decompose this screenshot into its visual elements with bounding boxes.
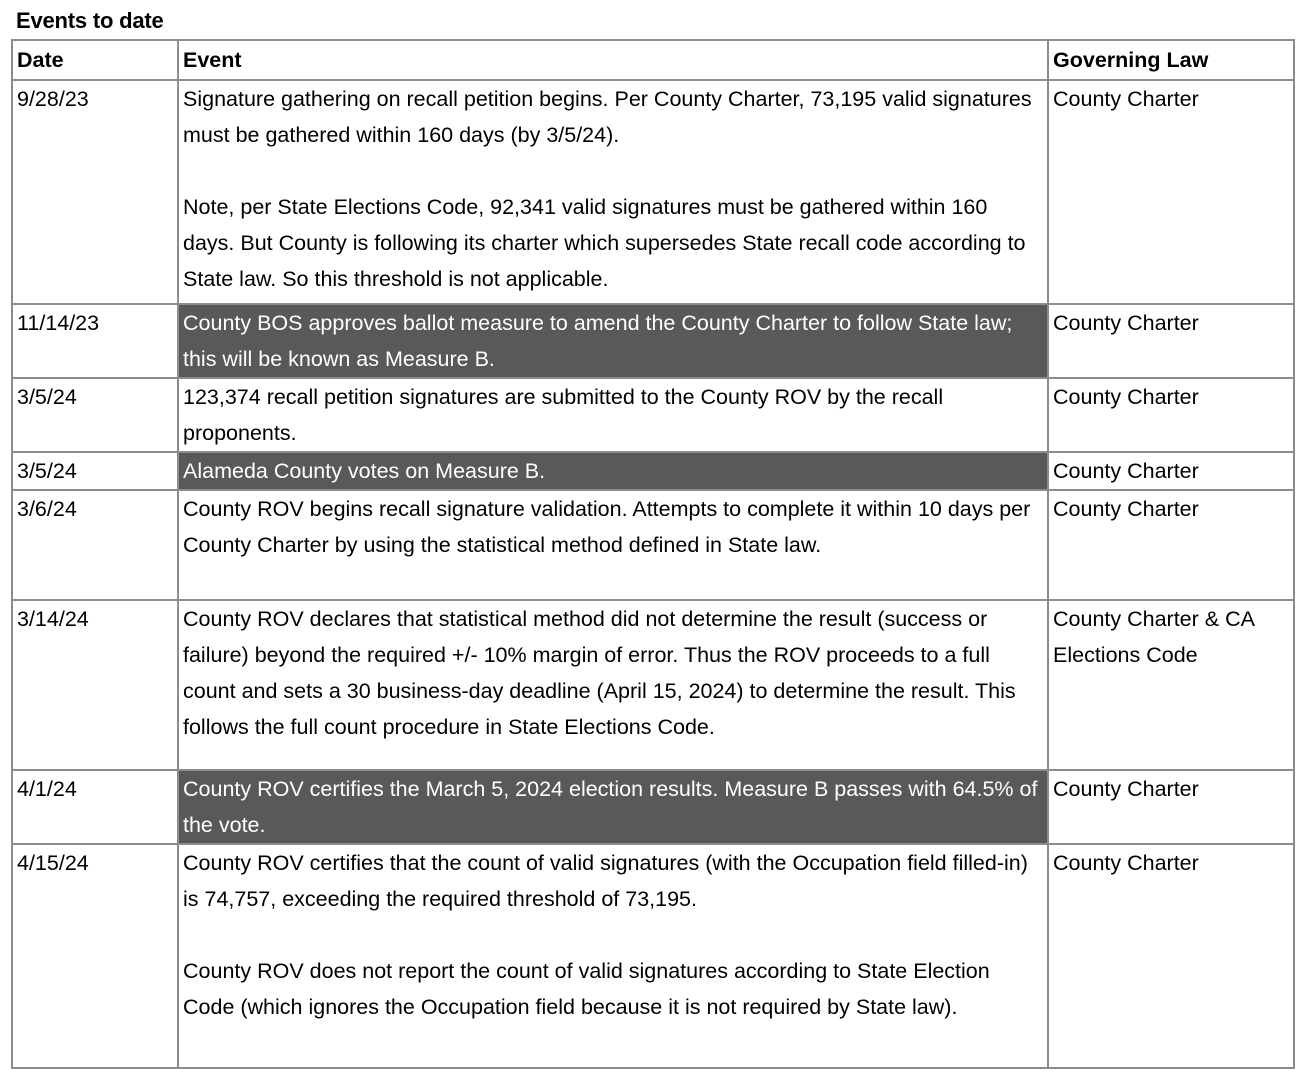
event-paragraph: Note, per State Elections Code, 92,341 valid signatures must be gathered within 160 days. But County is following its charter which supersedes State recall code according to State law. So this threshold is not applicable. [183, 195, 1026, 291]
date-cell: 11/14/23 [12, 304, 178, 378]
event-cell [178, 770, 1048, 844]
governing-law-cell: County Charter [1048, 80, 1294, 304]
governing-law-cell: County Charter [1048, 490, 1294, 600]
table-row [12, 378, 1294, 452]
event-paragraph: Signature gathering on recall petition begins. Per County Charter, 73,195 valid signatures must be gathered within 160 days (by 3/5/24). [183, 87, 1032, 147]
governing-law-cell: County Charter [1048, 378, 1294, 452]
event-cell [178, 600, 1048, 770]
event-cell [178, 452, 1048, 490]
table-caption: Events to date [16, 8, 164, 33]
table-row [12, 770, 1294, 844]
date-cell: 4/15/24 [12, 844, 178, 1068]
event-cell [178, 490, 1048, 600]
governing-law-cell: County Charter [1048, 452, 1294, 490]
governing-law-cell: County Charter [1048, 770, 1294, 844]
event-paragraph: County ROV certifies the March 5, 2024 election results. Measure B passes with 64.5% of the vote. [183, 777, 1038, 837]
event-cell [178, 304, 1048, 378]
table-row [12, 600, 1294, 770]
event-cell [178, 844, 1048, 1068]
governing-law-column-header: Governing Law [1048, 40, 1294, 80]
event-paragraph: County ROV certifies that the count of valid signatures (with the Occupation field filled-in) is 74,757, exceeding the required threshold of 73,195. [183, 851, 1028, 911]
event-paragraph: Alameda County votes on Measure B. [183, 459, 546, 483]
date-column-header: Date [12, 40, 178, 80]
header-row [12, 40, 1294, 80]
governing-law-cell: County Charter [1048, 304, 1294, 378]
events-table [11, 39, 1295, 1069]
table-row [12, 304, 1294, 378]
date-cell: 3/5/24 [12, 452, 178, 490]
event-paragraph: County ROV does not report the count of valid signatures according to State Election Code (which ignores the Occupation field because it is not required by State law). [183, 959, 990, 1019]
event-column-header: Event [178, 40, 1048, 80]
event-cell [178, 80, 1048, 304]
table-row [12, 452, 1294, 490]
date-cell: 9/28/23 [12, 80, 178, 304]
table-row [12, 80, 1294, 304]
date-cell: 4/1/24 [12, 770, 178, 844]
table-row [12, 490, 1294, 600]
event-paragraph: County ROV begins recall signature validation. Attempts to complete it within 10 days per County Charter by using the statistical method defined in State law. [183, 497, 1031, 557]
event-paragraph: County ROV declares that statistical method did not determine the result (success or failure) beyond the required +/- 10% margin of error. Thus the ROV proceeds to a full count and sets a 30 business-day deadline (April 15, 2024) to determine the result. This follows the full count procedure in State Elections Code. [183, 607, 1016, 739]
event-paragraph: 123,374 recall petition signatures are submitted to the County ROV by the recall proponents. [183, 385, 944, 445]
date-cell: 3/14/24 [12, 600, 178, 770]
event-paragraph: County BOS approves ballot measure to amend the County Charter to follow State law; this will be known as Measure B. [183, 311, 1013, 371]
governing-law-cell: County Charter [1048, 844, 1294, 1068]
event-cell [178, 378, 1048, 452]
date-cell: 3/5/24 [12, 378, 178, 452]
date-cell: 3/6/24 [12, 490, 178, 600]
table-row [12, 844, 1294, 1068]
governing-law-cell: County Charter & CA Elections Code [1048, 600, 1294, 770]
